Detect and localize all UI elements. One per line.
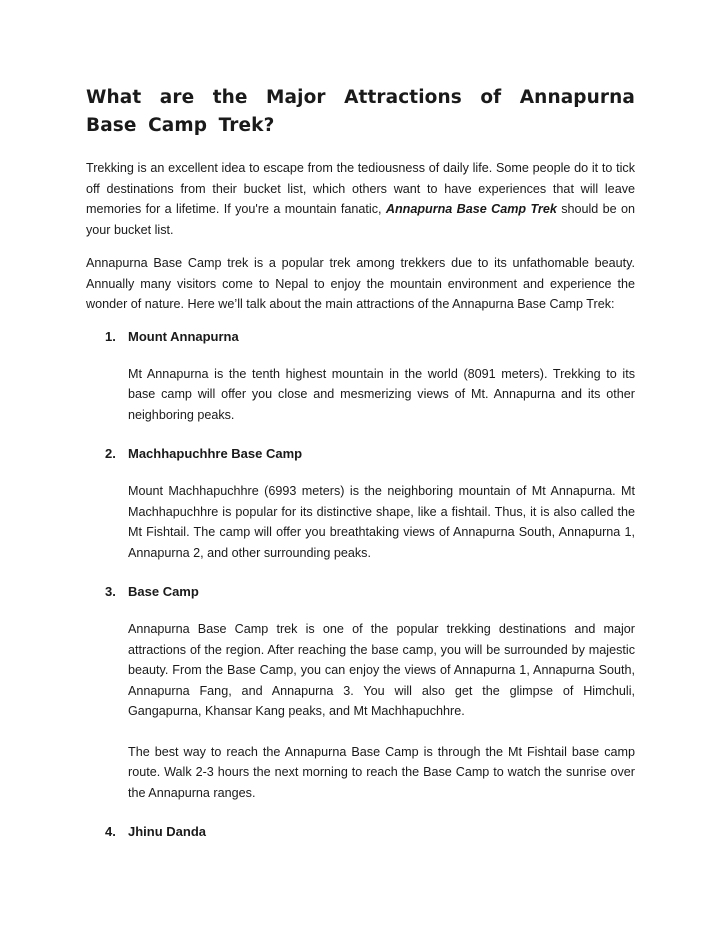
section-paragraph: Mount Machhapuchhre (6993 meters) is the neighboring mountain of Mt Annapurna. Mt Machhapuchhre is popular for its distinctive shape, like a fishtail. Thus, it is also called the Mt Fishtail. The camp will offer you breathtaking views of Annapurna South, Annapurna 1, Annapurna 2, and other surrounding peaks. — [128, 484, 635, 560]
page-title: What are the Major Attractions of Annapurna Base Camp Trek? — [86, 87, 635, 136]
intro-paragraph — [86, 158, 635, 240]
section-jhinu-danda — [86, 823, 635, 841]
section-body — [128, 619, 635, 803]
section-machhapuchhre-base-camp — [86, 445, 635, 563]
section-title: Jhinu Danda — [128, 824, 207, 839]
section-base-camp — [86, 583, 635, 803]
section-paragraph: Mt Annapurna is the tenth highest mountain in the world (8091 meters). Trekking to its base camp will offer you close and mesmerizing views of Mt. Annapurna and its other neighboring peaks. — [128, 366, 635, 422]
section-heading — [105, 328, 635, 346]
section-number: 3. — [105, 584, 116, 599]
section-heading — [105, 823, 635, 841]
section-number: 1. — [105, 328, 116, 344]
intro-text-after: should be on your bucket list. — [86, 202, 636, 237]
section-paragraph: Annapurna Base Camp trek is one of the popular trekking destinations and major attractions of the region. After reaching the base camp, you will be surrounded by majestic beauty. From the Base Camp, you can enjoy the views of Annapurna 1, Annapurna South, Annapurna Fang, and Annapurna 3. You will also get the glimpse of Himchuli, Gangapurna, Khansar Kang peaks, and Mt Machhapuchhre. — [128, 622, 635, 718]
section-title: Mount Annapurna — [128, 328, 239, 344]
section-heading — [105, 583, 635, 601]
section-number: 4. — [105, 824, 116, 839]
section-title: Machhapuchhre Base Camp — [128, 446, 303, 461]
section-heading — [105, 445, 635, 463]
section-mount-annapurna — [86, 328, 635, 426]
section-title: Base Camp — [128, 584, 199, 599]
section-number: 2. — [105, 446, 116, 461]
intro-text-before: Trekking is an excellent idea to escape from the tediousness of daily life. Some people do it to tick off destinations from their bucket list, which others want to have experiences that will leave memories for a lifetime. If you're a mountain fanatic, — [86, 161, 635, 216]
intro-paragraph-2: Annapurna Base Camp trek is a popular trek among trekkers due to its unfathomable beauty. Annually many visitors come to Nepal to enjoy the mountain environment and experience the wonder of nature. Here we’ll talk about the main attractions of the Annapurna Base Camp Trek: — [86, 256, 635, 311]
intro-emphasis-link[interactable]: Annapurna Base Camp Trek — [385, 202, 557, 216]
section-body — [128, 481, 635, 563]
document-page — [86, 84, 635, 859]
section-body — [128, 364, 635, 426]
section-paragraph: The best way to reach the Annapurna Base Camp is through the Mt Fishtail base camp route. Walk 2-3 hours the next morning to reach the Base Camp to watch the sunrise over the Annapurna ranges. — [128, 744, 635, 800]
